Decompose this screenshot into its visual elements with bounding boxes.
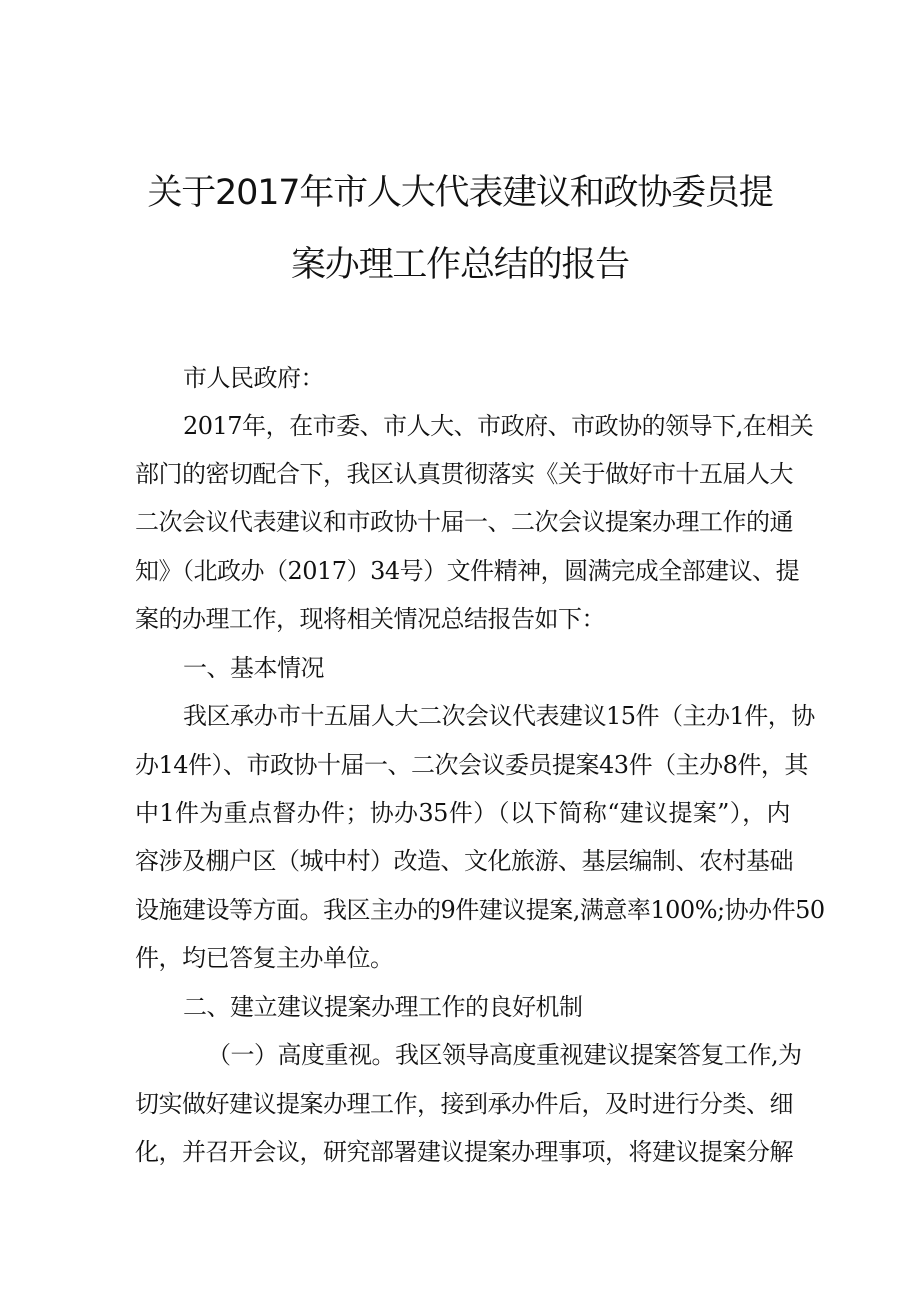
paragraph-line: 知》（北政办（2017）34号）文件精神，圆满完成全部建议、提: [135, 557, 800, 585]
paragraph-line: （一）高度重视。我区领导高度重视建议提案答复工作,为: [207, 1041, 802, 1069]
paragraph-line: 办14件）、市政协十届一、二次会议委员提案43件（主办8件，其: [135, 751, 808, 779]
paragraph-line: 部门的密切配合下，我区认真贯彻落实《关于做好市十五届人大: [135, 460, 793, 488]
document-title-line-2: 案办理工作总结的报告: [290, 245, 629, 285]
paragraph-line: 2017年，在市委、市人大、市政府、市政协的领导下,在相关: [183, 412, 814, 440]
salutation: 市人民政府：: [183, 364, 324, 392]
paragraph-line: 件，均已答复主办单位。: [135, 944, 394, 972]
paragraph-line: 设施建设等方面。我区主办的9件建议提案,满意率100%;协办件50: [135, 896, 825, 924]
paragraph-line: 二次会议代表建议和市政协十届一、二次会议提案办理工作的通: [135, 508, 793, 536]
document-title-line-1: 关于2017年市人大代表建议和政协委员提: [147, 173, 773, 213]
section-heading: 一、基本情况: [183, 654, 324, 682]
section-heading: 二、建立建议提案办理工作的良好机制: [183, 993, 583, 1021]
paragraph-line: 我区承办市十五届人大二次会议代表建议15件（主办1件，协: [183, 702, 815, 730]
paragraph-line: 案的办理工作，现将相关情况总结报告如下：: [135, 605, 605, 633]
paragraph-line: 化，并召开会议，研究部署建议提案办理事项，将建议提案分解: [135, 1138, 793, 1166]
paragraph-line: 容涉及棚户区（城中村）改造、文化旅游、基层编制、农村基础: [135, 847, 793, 875]
paragraph-line: 中1件为重点督办件；协办35件）（以下简称“建议提案”），内: [135, 799, 790, 827]
paragraph-line: 切实做好建议提案办理工作，接到承办件后，及时进行分类、细: [135, 1090, 793, 1118]
